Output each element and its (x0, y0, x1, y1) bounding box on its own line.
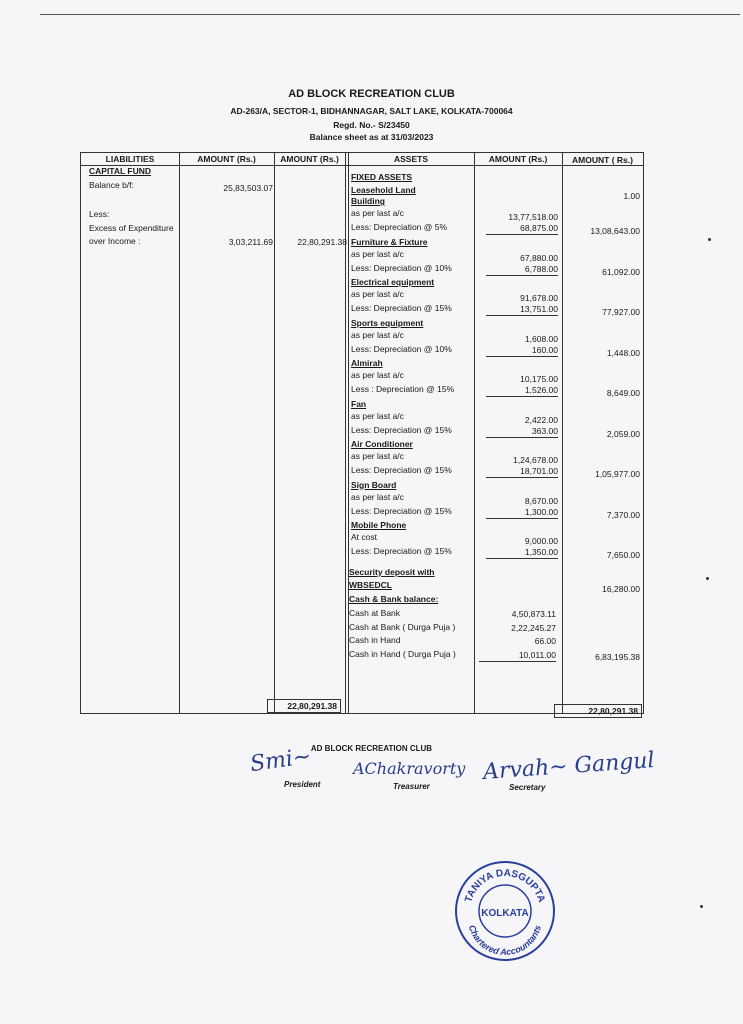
asset-opening-label: as per last a/c (351, 451, 404, 461)
president-label: President (284, 780, 321, 789)
excess-label-line1: Excess of Expenditure (89, 223, 174, 233)
asset-opening-label: as per last a/c (351, 491, 404, 502)
asset-net-amount: 13,08,643.00 (590, 226, 640, 236)
asset-name: Air Conditioner (351, 439, 413, 449)
asset-opening-amount: 67,880.00 (520, 252, 558, 263)
asset-depreciation-label: Less: Depreciation @ 15% (351, 424, 452, 435)
asset-name: Sign Board (351, 479, 397, 490)
asset-opening-amount: 10,175.00 (520, 374, 558, 384)
asset-depreciation-amount: 13,751.00 (486, 304, 558, 316)
cash-bank-label: Cash & Bank balance: (349, 594, 439, 604)
asset-net-amount: 77,927.00 (602, 307, 640, 317)
asset-net-amount: 7,650.00 (606, 550, 640, 560)
asset-opening-amount: 13,77,518.00 (508, 212, 558, 222)
club-title: AD BLOCK RECREATION CLUB (288, 88, 455, 100)
scan-speck (706, 577, 709, 580)
asset-name: Sports equipment (351, 317, 424, 328)
cash-item-amount: 10,011.00 (479, 650, 556, 662)
asset-net-amount: 2,059.00 (606, 428, 640, 439)
asset-opening-label: as per last a/c (351, 370, 404, 380)
balance-bf-amount: 25,83,503.07 (223, 183, 273, 193)
col-divider (474, 153, 475, 713)
assets-header: ASSETS (393, 154, 428, 164)
cash-item-amount: 2,22,245.27 (511, 622, 556, 633)
asset-depreciation-label: Less: Depreciation @ 15% (351, 465, 452, 475)
president-signature: Smi~ (248, 743, 313, 778)
asset-depreciation-amount: 1,350.00 (486, 547, 558, 559)
asset-net-amount: 7,370.00 (606, 509, 640, 520)
amount-header: AMOUNT (Rs.) (197, 154, 256, 164)
amount-header: AMOUNT (Rs.) (280, 154, 339, 164)
leasehold-amount: 1.00 (623, 191, 640, 201)
asset-net-amount: 8,649.00 (606, 388, 640, 398)
asset-depreciation-label: Less : Depreciation @ 15% (351, 384, 455, 394)
chartered-accountant-stamp (454, 860, 556, 962)
asset-depreciation-amount: 160.00 (486, 345, 558, 357)
treasurer-signature: AChakravorty (353, 759, 466, 778)
cash-item-label: Cash in Hand ( Durga Puja ) (349, 648, 456, 659)
asset-depreciation-amount: 1,300.00 (486, 507, 558, 519)
asset-depreciation-label: Less: Depreciation @ 10% (351, 262, 452, 273)
stamp-top-text: TANIYA DASGUPTA (463, 867, 547, 904)
security-deposit-amount: 16,280.00 (602, 584, 640, 594)
asset-depreciation-amount: 68,875.00 (486, 223, 558, 235)
balance-bf-label: Balance b/f: (89, 180, 134, 190)
capital-fund-label: CAPITAL FUND (89, 166, 152, 176)
asset-depreciation-label: Less: Depreciation @ 5% (351, 222, 448, 232)
scan-speck (700, 905, 703, 908)
scan-speck (708, 238, 711, 241)
balance-sheet-table (80, 152, 644, 714)
asset-opening-label: as per last a/c (351, 289, 404, 299)
excess-amount: 3,03,211.69 (228, 237, 273, 247)
asset-opening-label: as per last a/c (351, 410, 404, 421)
security-deposit-label-2: WBSEDCL (349, 580, 392, 590)
asset-opening-amount: 2,422.00 (524, 414, 558, 425)
asset-depreciation-amount: 1,526.00 (486, 385, 558, 397)
assets-total: 22,80,291.38 (554, 704, 642, 718)
asset-name: Building (351, 196, 385, 206)
asset-opening-amount: 8,670.00 (524, 495, 558, 506)
leasehold-label: Leasehold Land (351, 185, 416, 195)
cash-item-amount: 66.00 (534, 636, 556, 646)
asset-depreciation-label: Less: Depreciation @ 15% (351, 303, 452, 313)
cash-item-label: Cash at Bank (349, 608, 401, 618)
secretary-label: Secretary (509, 783, 546, 792)
liabilities-total: 22,80,291.38 (267, 699, 341, 713)
balance-sheet-date: Balance sheet as at 31/03/2023 (309, 132, 434, 142)
asset-net-amount: 1,448.00 (606, 347, 640, 358)
club-signature-title: AD BLOCK RECREATION CLUB (310, 744, 433, 753)
amount-header: AMOUNT ( Rs.) (572, 155, 633, 165)
club-address: AD-263/A, SECTOR-1, BIDHANNAGAR, SALT LAKE, KOLKATA-700064 (230, 106, 513, 116)
asset-depreciation-amount: 18,701.00 (486, 466, 558, 478)
asset-name: Furniture & Fixture (351, 236, 428, 247)
asset-name: Almirah (351, 358, 383, 368)
asset-depreciation-amount: 363.00 (486, 426, 558, 438)
asset-opening-amount: 1,608.00 (524, 333, 558, 344)
asset-opening-label: as per last a/c (351, 248, 404, 259)
asset-opening-label: as per last a/c (351, 329, 404, 340)
stamp-bottom-text: Chartered Accountants (466, 923, 544, 958)
asset-depreciation-label: Less: Depreciation @ 10% (351, 343, 452, 354)
asset-opening-label: as per last a/c (351, 208, 404, 218)
capital-fund-net: 22,80,291.38 (297, 237, 347, 247)
asset-depreciation-amount: 6,788.00 (486, 264, 558, 276)
liabilities-header: LIABILITIES (105, 154, 155, 164)
asset-opening-amount: 1,24,678.00 (513, 455, 558, 465)
cash-item-amount: 4,50,873.11 (511, 609, 556, 619)
asset-opening-amount: 91,678.00 (520, 293, 558, 303)
stamp-center-text: KOLKATA (481, 908, 529, 919)
asset-name: Electrical equipment (351, 277, 435, 287)
cash-bank-total: 6,83,195.38 (595, 652, 640, 662)
asset-opening-amount: 9,000.00 (524, 536, 558, 546)
fixed-assets-label: FIXED ASSETS (351, 172, 413, 182)
asset-depreciation-label: Less: Depreciation @ 15% (351, 505, 452, 516)
page-top-rule (40, 14, 740, 15)
asset-net-amount: 1,05,977.00 (595, 469, 640, 479)
cash-item-label: Cash at Bank ( Durga Puja ) (349, 621, 456, 632)
asset-name: Mobile Phone (351, 520, 407, 530)
header-rule (81, 165, 643, 166)
security-deposit-label: Security deposit with (349, 567, 435, 577)
asset-opening-label: At cost (351, 532, 377, 542)
asset-name: Fan (351, 398, 367, 409)
less-label: Less: (89, 209, 110, 219)
treasurer-label: Treasurer (393, 782, 430, 791)
asset-depreciation-label: Less: Depreciation @ 15% (351, 546, 452, 556)
excess-label-line2: over Income : (89, 236, 141, 246)
amount-header: AMOUNT (Rs.) (488, 154, 548, 164)
registration-number: Regd. No.- S/23450 (333, 120, 410, 130)
secretary-signature: Arvah~ Gangul (482, 748, 656, 785)
cash-item-label: Cash in Hand (349, 635, 401, 645)
asset-net-amount: 61,092.00 (602, 266, 640, 277)
